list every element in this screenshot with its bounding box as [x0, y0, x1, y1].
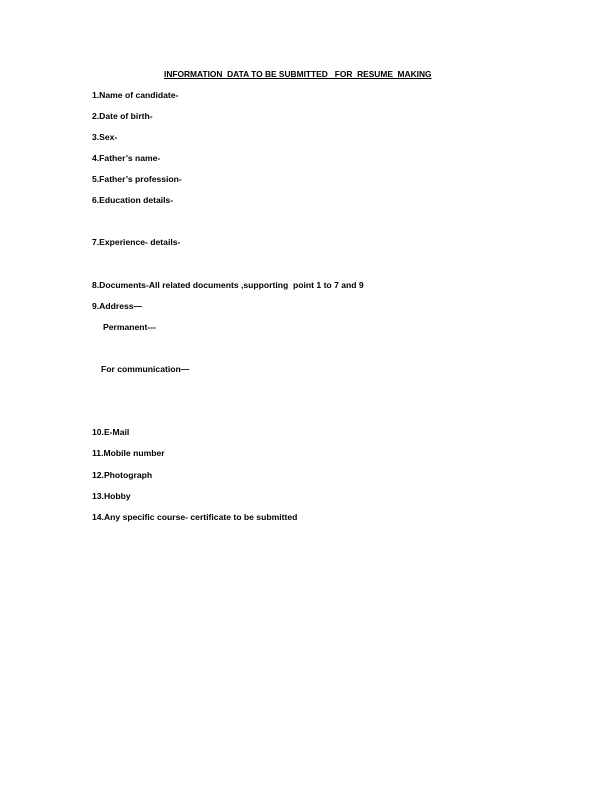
- item-address-permanent: Permanent---: [103, 322, 157, 332]
- item-experience-details: 7.Experience- details-: [92, 237, 181, 247]
- item-name-of-candidate: 1.Name of candidate-: [92, 90, 179, 100]
- item-course-certificate: 14.Any specific course- certificate to be submitted: [92, 512, 298, 522]
- item-mobile-number: 11.Mobile number: [92, 448, 165, 458]
- item-photograph: 12.Photograph: [92, 470, 153, 480]
- item-fathers-profession: 5.Father’s profession-: [92, 174, 182, 184]
- item-fathers-name: 4.Father’s name-: [92, 153, 161, 163]
- item-address: 9.Address—: [92, 301, 143, 311]
- item-hobby: 13.Hobby: [92, 491, 131, 501]
- item-address-communication: For communication—: [101, 364, 190, 374]
- item-documents: 8.Documents-All related documents ,supporting point 1 to 7 and 9: [92, 280, 364, 290]
- item-sex: 3.Sex-: [92, 132, 118, 142]
- item-email: 10.E-Mail: [92, 427, 130, 437]
- item-date-of-birth: 2.Date of birth-: [92, 111, 153, 121]
- document-title: INFORMATION DATA TO BE SUBMITTED FOR RESUME MAKING: [164, 69, 432, 79]
- item-education-details: 6.Education details-: [92, 195, 174, 205]
